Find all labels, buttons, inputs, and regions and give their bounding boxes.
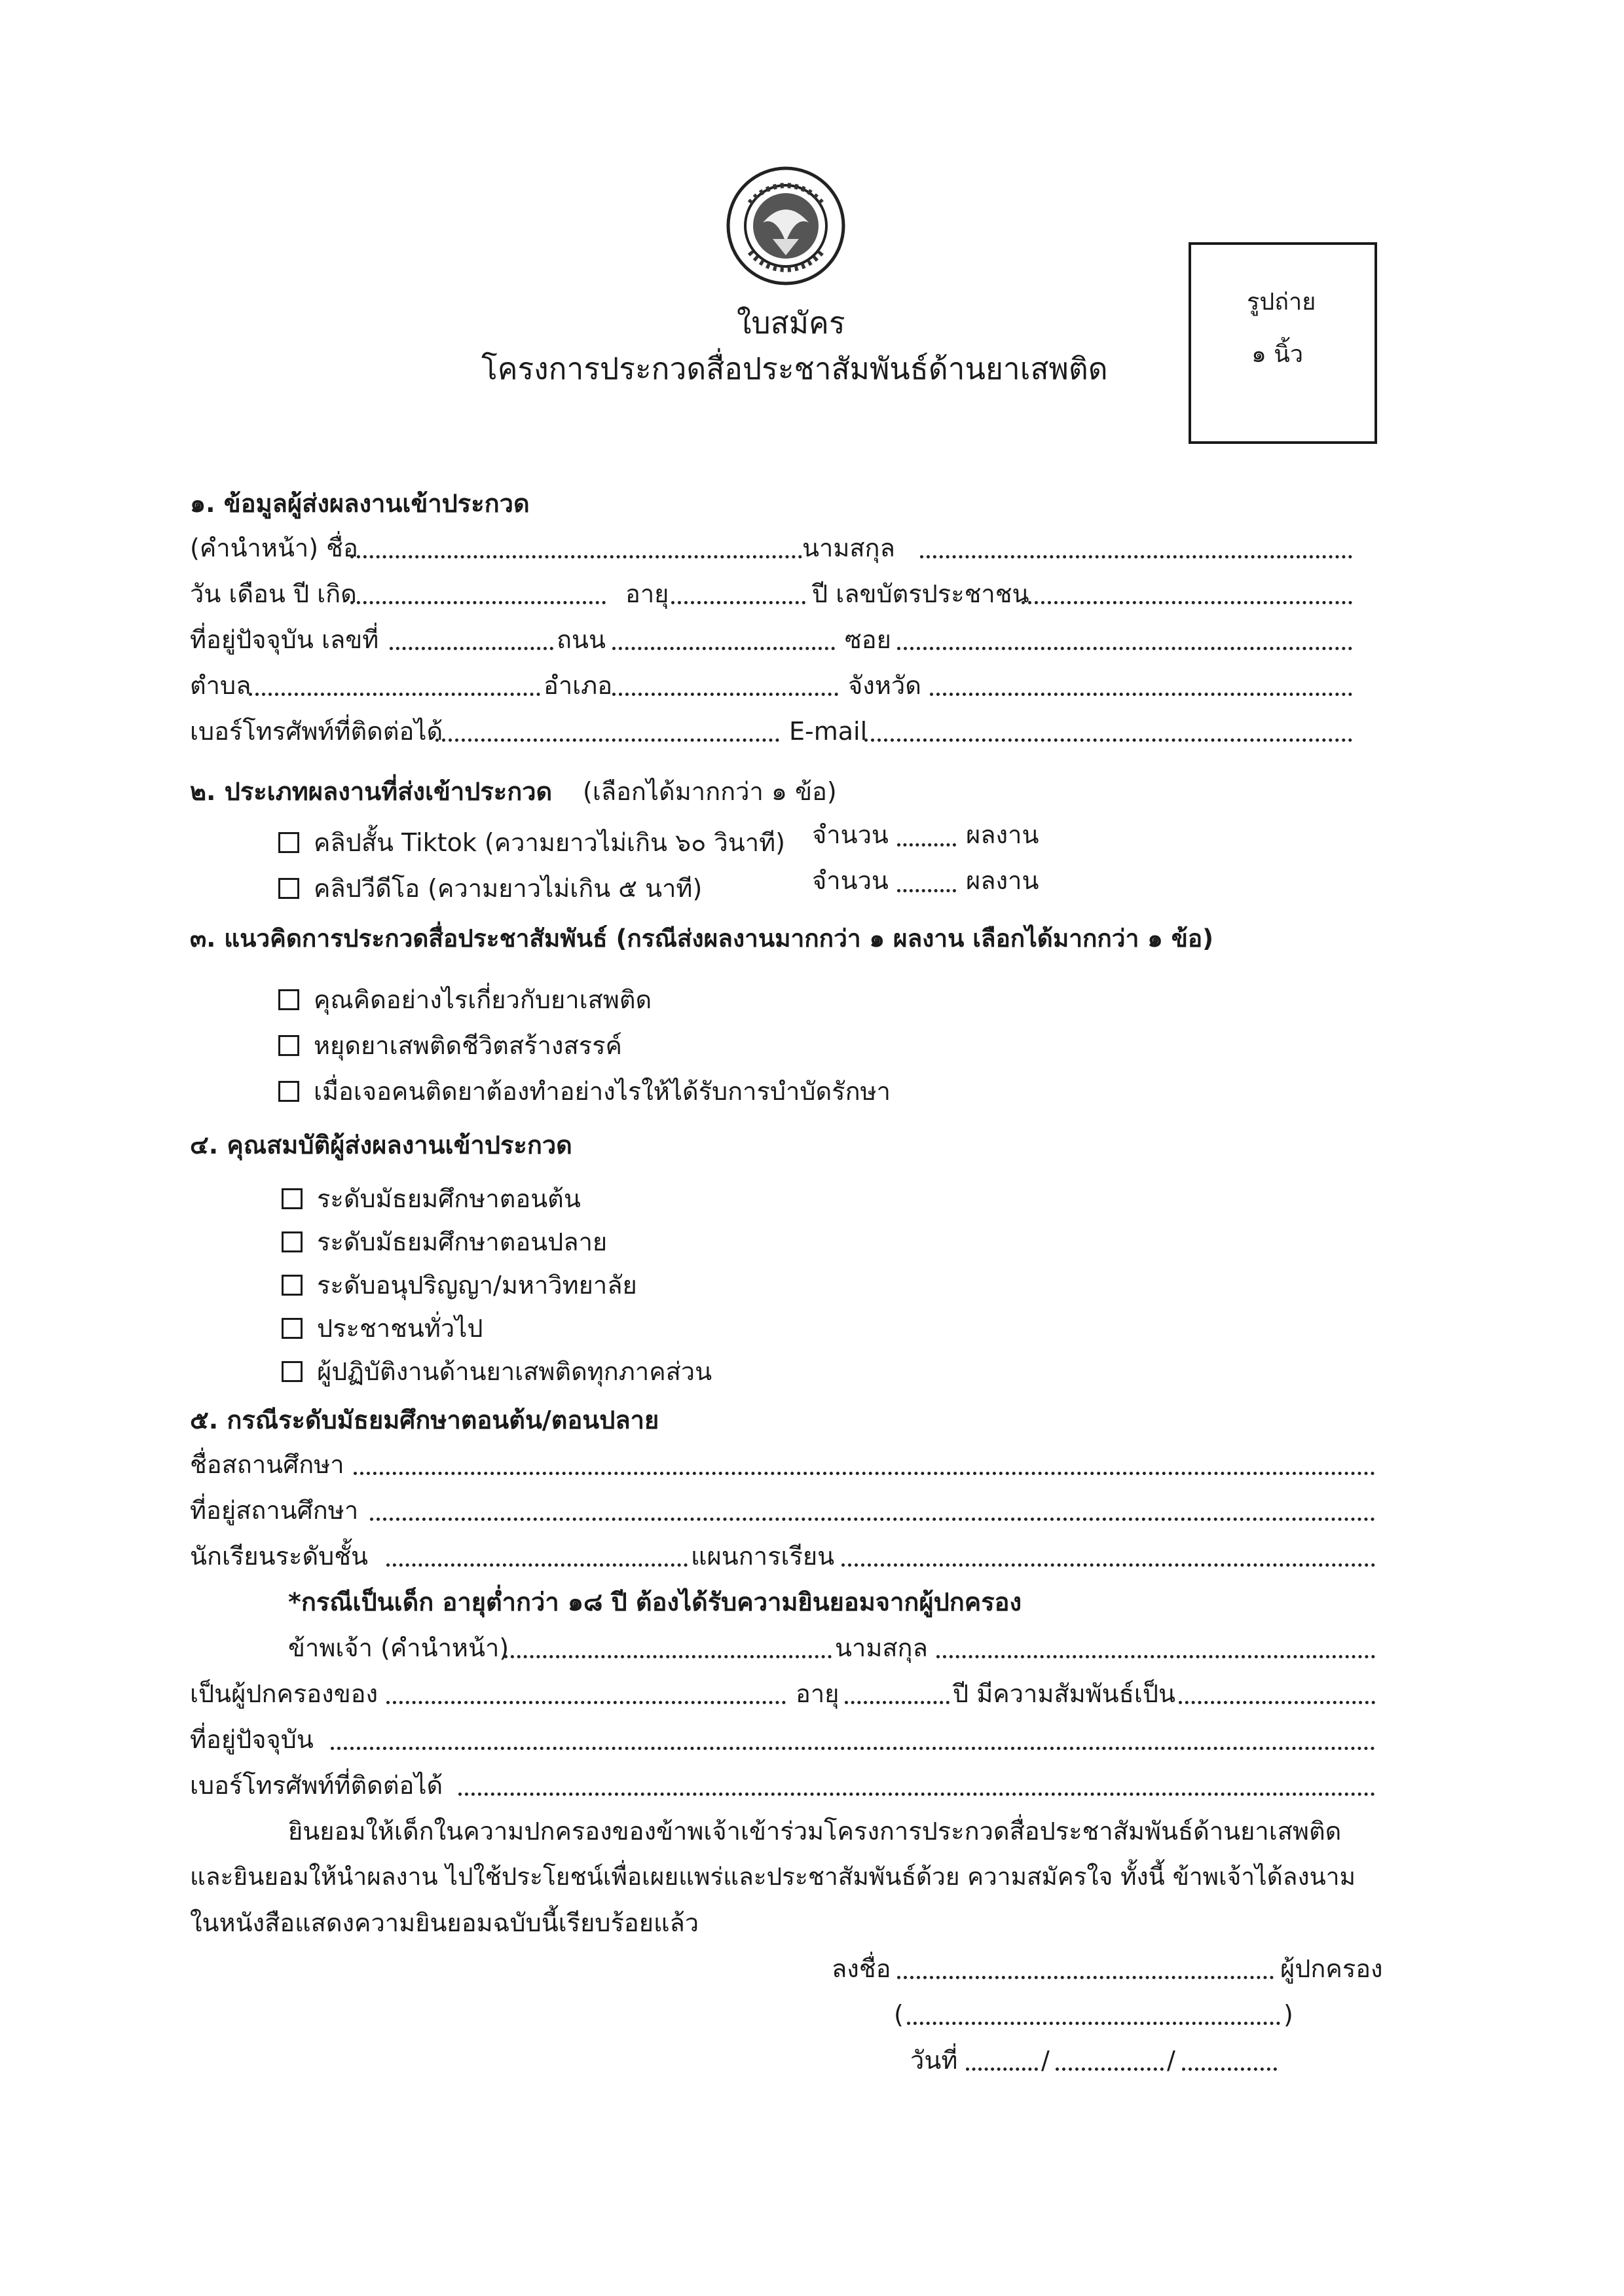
option-tiktok[interactable] — [278, 822, 785, 862]
guardian-phone-field[interactable] — [458, 1793, 1375, 1796]
concept-option-2[interactable] — [278, 1025, 622, 1065]
child-age-label: อายุ — [796, 1679, 840, 1708]
age-field[interactable] — [671, 601, 805, 604]
consent-line-3: ในหนังสือแสดงความยินยอมฉบับนี้เรียบร้อยแล้ว — [190, 1908, 699, 1937]
checkbox-qualification-2[interactable] — [282, 1231, 303, 1252]
province-label: จังหวัด — [848, 671, 921, 700]
birthdate-field[interactable] — [350, 601, 606, 604]
surname-field[interactable] — [920, 555, 1352, 558]
program-label: แผนการเรียน — [691, 1542, 835, 1571]
minor-note: *กรณีเป็นเด็ก อายุต่ำกว่า ๑๘ ปี ต้องได้รับความยินยอมจากผู้ปกครอง — [288, 1588, 1022, 1616]
road-field[interactable] — [612, 647, 835, 650]
address-no-label: ที่อยู่ปัจจุบัน เลขที่ — [190, 625, 379, 654]
guardian-phone-label: เบอร์โทรศัพท์ที่ติดต่อได้ — [190, 1771, 443, 1800]
photo-box[interactable] — [1189, 242, 1377, 444]
school-name-field[interactable] — [354, 1472, 1375, 1475]
qualification-option-5-label: ผู้ปฏิบัติงานด้านยาเสพติดทุกภาคส่วน — [317, 1357, 712, 1386]
id-card-label: ปี เลขบัตรประชาชน — [812, 579, 1029, 608]
form-title: ใบสมัคร — [737, 305, 845, 340]
date-year-field[interactable] — [1182, 2068, 1277, 2071]
school-name-label: ชื่อสถานศึกษา — [190, 1450, 344, 1479]
concept-option-3[interactable] — [278, 1071, 891, 1111]
date-day-field[interactable] — [966, 2068, 1038, 2071]
guardian-of-label: เป็นผู้ปกครองของ — [190, 1679, 378, 1708]
alley-field[interactable] — [897, 647, 1352, 650]
id-card-field[interactable] — [1022, 601, 1352, 604]
date-separator-2: / — [1167, 2046, 1175, 2075]
option-video-label: คลิปวีดีโอ (ความยาวไม่เกิน ๕ นาที) — [314, 874, 703, 903]
qualification-option-5[interactable] — [282, 1351, 712, 1391]
subdistrict-label: ตำบล — [190, 671, 251, 700]
birthdate-label: วัน เดือน ปี เกิด — [190, 579, 357, 608]
checkbox-qualification-5[interactable] — [282, 1361, 303, 1382]
guardian-name-field[interactable] — [504, 1655, 832, 1658]
section3-heading: ๓. แนวคิดการประกวดสื่อประชาสัมพันธ์ (กรณีส่งผลงานมากกว่า ๑ ผลงาน เลือกได้มากกว่า ๑ ข้อ) — [190, 924, 1214, 953]
qualification-option-1-label: ระดับมัธยมศึกษาตอนต้น — [317, 1184, 581, 1213]
qualification-option-2[interactable] — [282, 1222, 607, 1262]
grade-label: นักเรียนระดับชั้น — [190, 1542, 369, 1571]
section4-heading: ๔. คุณสมบัติผู้ส่งผลงานเข้าประกวด — [190, 1131, 572, 1159]
printed-name-field[interactable] — [907, 2022, 1280, 2025]
consent-line-1: ยินยอมให้เด็กในความปกครองของข้าพเจ้าเข้าร่วมโครงการประกวดสื่อประชาสัมพันธ์ด้านยาเสพติด — [288, 1817, 1342, 1846]
relation-field[interactable] — [1179, 1701, 1375, 1704]
paren-close: ) — [1283, 2000, 1293, 2029]
school-address-field[interactable] — [370, 1518, 1375, 1521]
qualification-option-3[interactable] — [282, 1265, 637, 1305]
current-address-label: ที่อยู่ปัจจุบัน — [190, 1725, 314, 1754]
form-subtitle: โครงการประกวดสื่อประชาสัมพันธ์ด้านยาเสพติด — [481, 351, 1108, 386]
video-count-field[interactable] — [897, 889, 956, 892]
grade-field[interactable] — [386, 1563, 688, 1567]
qualification-option-4-label: ประชาชนทั่วไป — [317, 1314, 483, 1343]
school-address-label: ที่อยู่สถานศึกษา — [190, 1496, 359, 1525]
checkbox-tiktok[interactable] — [278, 832, 299, 853]
tiktok-count-field[interactable] — [897, 843, 956, 847]
section1-heading: ๑. ข้อมูลผู้ส่งผลงานเข้าประกวด — [190, 489, 530, 518]
tiktok-count-label: จำนวน — [812, 820, 889, 849]
district-field[interactable] — [612, 693, 838, 696]
concept-option-1[interactable] — [278, 979, 652, 1019]
section2-note: (เลือกได้มากกว่า ๑ ข้อ) — [583, 777, 837, 806]
guardian-surname-field[interactable] — [936, 1655, 1375, 1658]
prefix-name-label: (คำนำหน้า) ชื่อ — [190, 534, 358, 562]
ministry-of-public-health-seal-icon — [724, 164, 848, 288]
signature-field[interactable] — [897, 1976, 1274, 1979]
qualification-option-4[interactable] — [282, 1308, 483, 1348]
date-month-field[interactable] — [1056, 2068, 1164, 2071]
video-unit-label: ผลงาน — [966, 866, 1039, 895]
date-separator-1: / — [1041, 2046, 1050, 2075]
subdistrict-field[interactable] — [249, 693, 540, 696]
address-no-field[interactable] — [390, 647, 553, 650]
child-age-field[interactable] — [845, 1701, 950, 1704]
checkbox-video[interactable] — [278, 878, 299, 899]
checkbox-concept-1[interactable] — [278, 989, 299, 1010]
qualification-option-2-label: ระดับมัธยมศึกษาตอนปลาย — [317, 1228, 608, 1256]
guardian-prefix-label: ข้าพเจ้า (คำนำหน้า) — [288, 1633, 509, 1662]
alley-label: ซอย — [845, 625, 891, 654]
concept-option-2-label: หยุดยาเสพติดชีวิตสร้างสรรค์ — [314, 1031, 622, 1060]
paren-open: ( — [894, 2000, 904, 2029]
district-label: อำเภอ — [544, 671, 613, 700]
guardian-label: ผู้ปกครอง — [1280, 1954, 1383, 1983]
phone-field[interactable] — [435, 738, 779, 742]
email-label: E-mail — [789, 717, 868, 746]
date-label: วันที่ — [910, 2046, 958, 2075]
phone-label: เบอร์โทรศัพท์ที่ติดต่อได้ — [190, 717, 443, 746]
email-field[interactable] — [864, 738, 1352, 742]
current-address-field[interactable] — [331, 1747, 1375, 1750]
photo-label: รูปถ่าย — [1247, 289, 1316, 316]
checkbox-concept-3[interactable] — [278, 1081, 299, 1102]
child-name-field[interactable] — [386, 1701, 786, 1704]
checkbox-concept-2[interactable] — [278, 1035, 299, 1056]
checkbox-qualification-4[interactable] — [282, 1318, 303, 1339]
qualification-option-1[interactable] — [282, 1178, 581, 1218]
prefix-name-field[interactable] — [350, 555, 802, 558]
relation-label: ปี มีความสัมพันธ์เป็น — [953, 1679, 1175, 1708]
qualification-option-3-label: ระดับอนุปริญญา/มหาวิทยาลัย — [317, 1271, 637, 1300]
road-label: ถนน — [557, 625, 606, 654]
photo-size-label: ๑ นิ้ว — [1251, 341, 1304, 368]
section5-heading: ๕. กรณีระดับมัธยมศึกษาตอนต้น/ตอนปลาย — [190, 1406, 659, 1434]
concept-option-1-label: คุณคิดอย่างไรเกี่ยวกับยาเสพติด — [314, 985, 652, 1014]
concept-option-3-label: เมื่อเจอคนติดยาต้องทำอย่างไรให้ได้รับการบำบัดรักษา — [314, 1077, 891, 1106]
option-video[interactable] — [278, 868, 702, 908]
section2-heading: ๒. ประเภทผลงานที่ส่งเข้าประกวด — [190, 777, 553, 806]
surname-label: นามสกุล — [802, 534, 895, 562]
province-field[interactable] — [930, 693, 1352, 696]
guardian-surname-label: นามสกุล — [835, 1633, 928, 1662]
consent-line-2: และยินยอมให้นำผลงาน ไปใช้ประโยชน์เพื่อเผยแพร่และประชาสัมพันธ์ด้วย ความสมัครใจ ทั้งนี้ ข้าพเจ้าได้ลงนาม — [190, 1863, 1356, 1891]
option-tiktok-label: คลิปสั้น Tiktok (ความยาวไม่เกิน ๖๐ วินาที) — [314, 828, 785, 857]
program-field[interactable] — [841, 1563, 1375, 1567]
tiktok-unit-label: ผลงาน — [966, 820, 1039, 849]
age-label: อายุ — [625, 579, 669, 608]
checkbox-qualification-1[interactable] — [282, 1188, 303, 1209]
video-count-label: จำนวน — [812, 866, 889, 895]
checkbox-qualification-3[interactable] — [282, 1275, 303, 1296]
sign-label: ลงชื่อ — [832, 1954, 891, 1983]
